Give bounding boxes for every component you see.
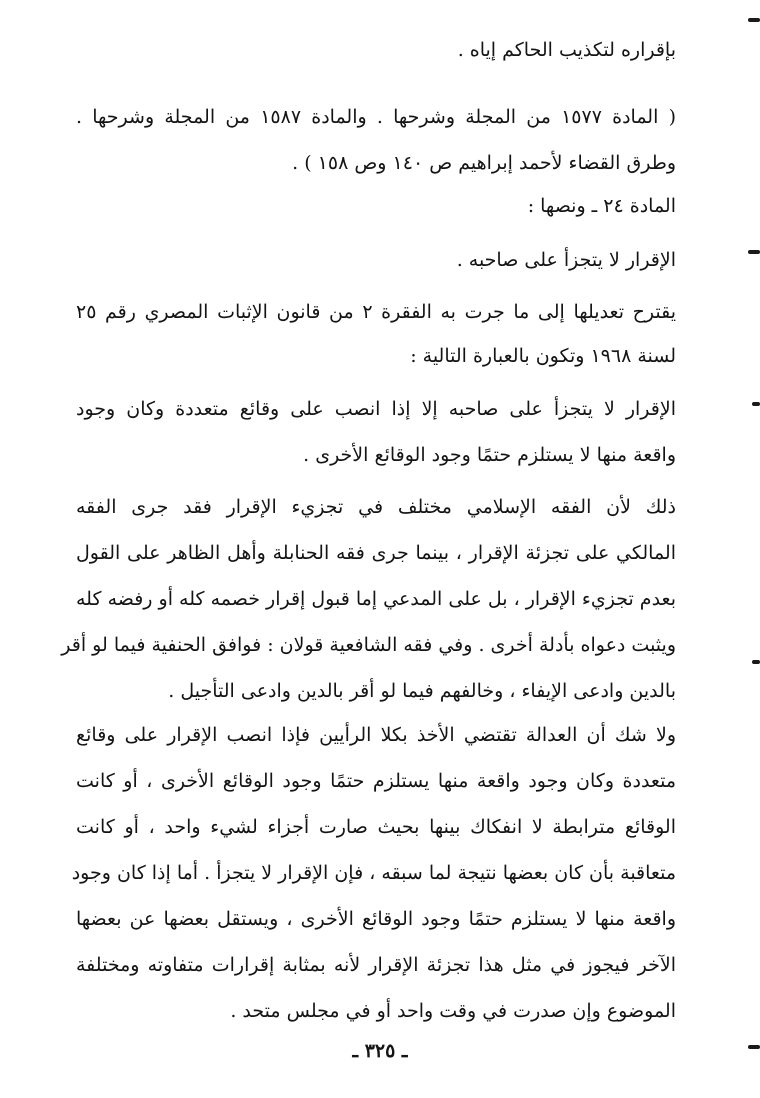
paragraph — [76, 194, 676, 220]
text-line: يقترح تعديلها إلى ما جرت به الفقرة ٢ من قانون الإثبات المصري رقم ٢٥ — [76, 301, 676, 323]
text-line: ويثبت دعواه بأدلة أخرى . وفي فقه الشافعية قولان : فوافق الحنفية فيما لو أقر — [61, 634, 676, 656]
text-line: لسنة ١٩٦٨ وتكون بالعبارة التالية : — [410, 345, 676, 367]
text-line: ولا شك أن العدالة تقتضي الأخذ بكلا الرأيين فإذا انصب الإقرار على وقائع — [76, 724, 676, 746]
text-line: المالكي على تجزئة الإقرار ، بينما جرى فقه الحنابلة وأهل الظاهر على القول — [76, 542, 676, 564]
text-line: الموضوع وإن صدرت في وقت واحد أو في مجلس متحد . — [230, 1000, 676, 1022]
text-line: الآخر فيجوز في مثل هذا تجزئة الإقرار لأنه بمثابة إقرارات متفاوته ومختلفة — [76, 954, 676, 976]
text-line: ( المادة ١٥٧٧ من المجلة وشرحها . والمادة ١٥٨٧ من المجلة وشرحها . — [76, 106, 676, 128]
text-line: المادة ٢٤ ـ ونصها : — [527, 195, 676, 217]
text-line: واقعة منها لا يستلزم حتمًا وجود الوقائع الأخرى ، ويستقل بعضها عن بعضها — [76, 908, 676, 930]
text-line: واقعة منها لا يستلزم حتمًا وجود الوقائع الأخرى . — [303, 444, 676, 466]
text-line: بالدين وادعى الإيفاء ، وخالفهم فيما لو أقر بالدين وادعى التأجيل . — [168, 680, 676, 702]
margin-mark — [752, 402, 760, 406]
paragraph — [76, 290, 676, 378]
paragraph — [76, 94, 676, 186]
paragraph — [76, 248, 676, 274]
text-line: متعددة وكان وجود واقعة منها يستلزم حتمًا وجود الوقائع الأخرى ، أو كانت — [76, 770, 676, 792]
paragraph — [76, 38, 676, 64]
text-line: بإقراره لتكذيب الحاكم إياه . — [457, 39, 676, 61]
text-line: وطرق القضاء لأحمد إبراهيم ص ١٤٠ وص ١٥٨ ) . — [292, 152, 676, 174]
paragraph — [76, 386, 676, 478]
text-line: ذلك لأن الفقه الإسلامي مختلف في تجزيء الإقرار فقد جرى الفقه — [76, 496, 676, 518]
paragraph — [61, 484, 676, 714]
text-line: الإقرار لا يتجزأ على صاحبه . — [456, 249, 676, 271]
text-line: بعدم تجزيء الإقرار ، بل على المدعي إما قبول إقرار خصمه كله أو رفضه كله — [76, 588, 676, 610]
margin-mark — [748, 18, 760, 22]
margin-mark — [748, 250, 760, 254]
text-line: متعاقبة بأن كان بعضها نتيجة لما سبقه ، فإن الإقرار لا يتجزأ . أما إذا كان وجود — [71, 862, 676, 884]
text-line: الوقائع مترابطة لا انفكاك بينها بحيث صارت أجزاء لشيء واحد ، أو كانت — [76, 816, 676, 838]
text-line: الإقرار لا يتجزأ على صاحبه إلا إذا انصب على وقائع متعددة وكان وجود — [76, 398, 676, 420]
paragraph — [71, 712, 676, 1034]
margin-mark — [752, 660, 760, 664]
page-number: ـ ٣٢٥ ـ — [352, 1040, 408, 1062]
